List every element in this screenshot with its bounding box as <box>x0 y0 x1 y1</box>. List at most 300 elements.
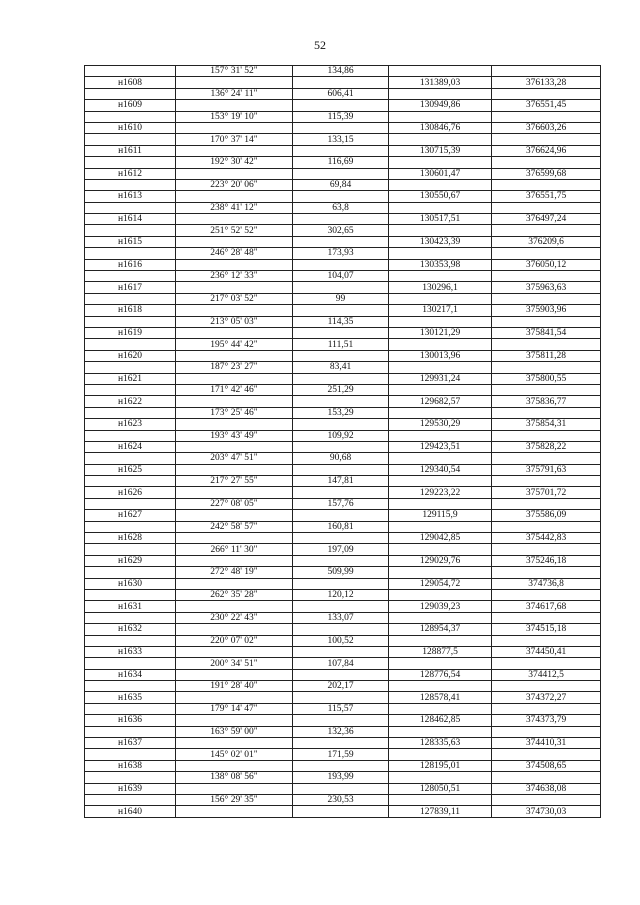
point-number-cell: н1632 <box>85 624 176 635</box>
y-coordinate-cell: 374730,03 <box>492 806 601 817</box>
table-row <box>85 282 601 293</box>
distance-cell <box>293 77 389 88</box>
table-row <box>85 772 601 783</box>
point-number-cell <box>85 225 176 236</box>
x-coordinate-cell: 129423,51 <box>389 441 492 452</box>
y-coordinate-cell: 376133,28 <box>492 77 601 88</box>
table-row <box>85 589 601 600</box>
x-coordinate-cell: 129340,54 <box>389 464 492 475</box>
point-number-cell: н1627 <box>85 510 176 521</box>
point-number-cell: н1619 <box>85 327 176 338</box>
distance-cell <box>293 419 389 430</box>
bearing-cell: 266° 11' 30" <box>176 544 293 555</box>
point-number-cell <box>85 384 176 395</box>
distance-cell: 173,93 <box>293 248 389 259</box>
x-coordinate-cell <box>389 339 492 350</box>
table-row <box>85 646 601 657</box>
distance-cell <box>293 669 389 680</box>
x-coordinate-cell <box>389 749 492 760</box>
coordinates-table <box>84 65 601 818</box>
x-coordinate-cell <box>389 635 492 646</box>
point-number-cell <box>85 749 176 760</box>
x-coordinate-cell <box>389 179 492 190</box>
bearing-cell: 262° 35' 28" <box>176 589 293 600</box>
point-number-cell <box>85 703 176 714</box>
x-coordinate-cell <box>389 111 492 122</box>
x-coordinate-cell <box>389 612 492 623</box>
bearing-cell: 217° 03' 52" <box>176 293 293 304</box>
table-row <box>85 692 601 703</box>
y-coordinate-cell <box>492 589 601 600</box>
y-coordinate-cell: 376050,12 <box>492 259 601 270</box>
table-row <box>85 555 601 566</box>
point-number-cell: н1630 <box>85 578 176 589</box>
y-coordinate-cell: 376551,45 <box>492 100 601 111</box>
distance-cell: 133,15 <box>293 134 389 145</box>
table-row <box>85 658 601 669</box>
bearing-cell: 238° 41' 12" <box>176 202 293 213</box>
distance-cell <box>293 168 389 179</box>
point-number-cell <box>85 362 176 373</box>
table-row <box>85 396 601 407</box>
bearing-cell: 163° 59' 00" <box>176 726 293 737</box>
distance-cell: 116,69 <box>293 157 389 168</box>
x-coordinate-cell: 128195,01 <box>389 760 492 771</box>
x-coordinate-cell <box>389 567 492 578</box>
bearing-cell: 217° 27' 55" <box>176 476 293 487</box>
distance-cell <box>293 601 389 612</box>
table-row <box>85 100 601 111</box>
bearing-cell: 200° 34' 51" <box>176 658 293 669</box>
y-coordinate-cell: 376497,24 <box>492 214 601 225</box>
distance-cell: 132,36 <box>293 726 389 737</box>
bearing-cell <box>176 441 293 452</box>
point-number-cell <box>85 339 176 350</box>
point-number-cell: н1625 <box>85 464 176 475</box>
y-coordinate-cell: 375963,63 <box>492 282 601 293</box>
table-row <box>85 498 601 509</box>
point-number-cell: н1620 <box>85 350 176 361</box>
distance-cell: 107,84 <box>293 658 389 669</box>
bearing-cell <box>176 419 293 430</box>
distance-cell: 109,92 <box>293 430 389 441</box>
bearing-cell <box>176 646 293 657</box>
distance-cell: 133,07 <box>293 612 389 623</box>
point-number-cell <box>85 66 176 77</box>
x-coordinate-cell <box>389 658 492 669</box>
bearing-cell: 193° 43' 49" <box>176 430 293 441</box>
distance-cell: 99 <box>293 293 389 304</box>
bearing-cell <box>176 738 293 749</box>
x-coordinate-cell <box>389 453 492 464</box>
x-coordinate-cell <box>389 407 492 418</box>
point-number-cell: н1615 <box>85 236 176 247</box>
bearing-cell <box>176 100 293 111</box>
x-coordinate-cell <box>389 88 492 99</box>
point-number-cell: н1637 <box>85 738 176 749</box>
point-number-cell: н1631 <box>85 601 176 612</box>
point-number-cell <box>85 88 176 99</box>
point-number-cell: н1638 <box>85 760 176 771</box>
distance-cell: 160,81 <box>293 521 389 532</box>
table-row <box>85 111 601 122</box>
distance-cell: 302,65 <box>293 225 389 236</box>
table-row <box>85 225 601 236</box>
x-coordinate-cell <box>389 248 492 259</box>
bearing-cell <box>176 806 293 817</box>
bearing-cell <box>176 760 293 771</box>
y-coordinate-cell <box>492 248 601 259</box>
bearing-cell <box>176 327 293 338</box>
table-row <box>85 407 601 418</box>
y-coordinate-cell <box>492 476 601 487</box>
x-coordinate-cell <box>389 476 492 487</box>
table-row <box>85 168 601 179</box>
x-coordinate-cell <box>389 430 492 441</box>
x-coordinate-cell: 129029,76 <box>389 555 492 566</box>
point-number-cell: н1633 <box>85 646 176 657</box>
x-coordinate-cell: 130846,76 <box>389 122 492 133</box>
x-coordinate-cell: 130217,1 <box>389 305 492 316</box>
table-row <box>85 77 601 88</box>
x-coordinate-cell: 129223,22 <box>389 487 492 498</box>
point-number-cell: н1640 <box>85 806 176 817</box>
point-number-cell: н1621 <box>85 373 176 384</box>
distance-cell <box>293 259 389 270</box>
x-coordinate-cell: 130601,47 <box>389 168 492 179</box>
y-coordinate-cell: 375800,55 <box>492 373 601 384</box>
table-row <box>85 567 601 578</box>
y-coordinate-cell: 374508,65 <box>492 760 601 771</box>
distance-cell <box>293 282 389 293</box>
table-row <box>85 795 601 806</box>
table-row <box>85 703 601 714</box>
point-number-cell <box>85 795 176 806</box>
point-number-cell <box>85 498 176 509</box>
y-coordinate-cell <box>492 111 601 122</box>
table-row <box>85 533 601 544</box>
x-coordinate-cell <box>389 293 492 304</box>
y-coordinate-cell <box>492 544 601 555</box>
bearing-cell <box>176 715 293 726</box>
distance-cell <box>293 236 389 247</box>
x-coordinate-cell: 130423,39 <box>389 236 492 247</box>
y-coordinate-cell <box>492 681 601 692</box>
bearing-cell: 153° 19' 10" <box>176 111 293 122</box>
coordinates-table-body <box>85 66 601 818</box>
distance-cell: 147,81 <box>293 476 389 487</box>
x-coordinate-cell: 128877,5 <box>389 646 492 657</box>
point-number-cell: н1617 <box>85 282 176 293</box>
distance-cell <box>293 578 389 589</box>
bearing-cell: 242° 58' 57" <box>176 521 293 532</box>
table-row <box>85 783 601 794</box>
bearing-cell <box>176 122 293 133</box>
x-coordinate-cell <box>389 202 492 213</box>
table-row <box>85 214 601 225</box>
point-number-cell: н1635 <box>85 692 176 703</box>
point-number-cell <box>85 202 176 213</box>
bearing-cell: 156° 29' 35" <box>176 795 293 806</box>
point-number-cell: н1609 <box>85 100 176 111</box>
y-coordinate-cell: 374736,8 <box>492 578 601 589</box>
distance-cell: 104,07 <box>293 271 389 282</box>
y-coordinate-cell <box>492 66 601 77</box>
table-row <box>85 464 601 475</box>
table-row <box>85 578 601 589</box>
distance-cell <box>293 692 389 703</box>
page-number: 52 <box>314 38 326 52</box>
distance-cell <box>293 145 389 156</box>
x-coordinate-cell: 128462,85 <box>389 715 492 726</box>
y-coordinate-cell: 376551,75 <box>492 191 601 202</box>
bearing-cell: 187° 23' 27" <box>176 362 293 373</box>
bearing-cell <box>176 396 293 407</box>
bearing-cell <box>176 464 293 475</box>
y-coordinate-cell <box>492 202 601 213</box>
y-coordinate-cell: 375791,63 <box>492 464 601 475</box>
bearing-cell <box>176 578 293 589</box>
point-number-cell <box>85 179 176 190</box>
x-coordinate-cell <box>389 795 492 806</box>
table-row <box>85 350 601 361</box>
bearing-cell: 251° 52' 52" <box>176 225 293 236</box>
distance-cell: 606,41 <box>293 88 389 99</box>
table-row <box>85 521 601 532</box>
point-number-cell <box>85 111 176 122</box>
bearing-cell <box>176 168 293 179</box>
bearing-cell: 220° 07' 02" <box>176 635 293 646</box>
table-row <box>85 487 601 498</box>
x-coordinate-cell: 129530,29 <box>389 419 492 430</box>
table-row <box>85 88 601 99</box>
y-coordinate-cell: 374515,18 <box>492 624 601 635</box>
table-row <box>85 726 601 737</box>
bearing-cell <box>176 783 293 794</box>
y-coordinate-cell <box>492 658 601 669</box>
bearing-cell: 272° 48' 19" <box>176 567 293 578</box>
table-row <box>85 191 601 202</box>
table-row <box>85 305 601 316</box>
bearing-cell: 179° 14' 47" <box>176 703 293 714</box>
table-row <box>85 806 601 817</box>
point-number-cell <box>85 316 176 327</box>
table-row <box>85 760 601 771</box>
distance-cell: 230,53 <box>293 795 389 806</box>
y-coordinate-cell <box>492 795 601 806</box>
x-coordinate-cell: 130949,86 <box>389 100 492 111</box>
point-number-cell: н1616 <box>85 259 176 270</box>
y-coordinate-cell <box>492 749 601 760</box>
distance-cell: 153,29 <box>293 407 389 418</box>
table-row <box>85 122 601 133</box>
bearing-cell: 136° 24' 11" <box>176 88 293 99</box>
point-number-cell <box>85 658 176 669</box>
x-coordinate-cell: 129042,85 <box>389 533 492 544</box>
point-number-cell <box>85 453 176 464</box>
table-row <box>85 134 601 145</box>
bearing-cell <box>176 533 293 544</box>
point-number-cell: н1629 <box>85 555 176 566</box>
y-coordinate-cell: 374638,08 <box>492 783 601 794</box>
y-coordinate-cell <box>492 772 601 783</box>
y-coordinate-cell: 374617,68 <box>492 601 601 612</box>
bearing-cell <box>176 350 293 361</box>
x-coordinate-cell <box>389 726 492 737</box>
bearing-cell: 223° 20' 06" <box>176 179 293 190</box>
bearing-cell: 191° 28' 40" <box>176 681 293 692</box>
table-row <box>85 248 601 259</box>
distance-cell: 202,17 <box>293 681 389 692</box>
point-number-cell: н1624 <box>85 441 176 452</box>
distance-cell <box>293 783 389 794</box>
distance-cell <box>293 350 389 361</box>
x-coordinate-cell: 128050,51 <box>389 783 492 794</box>
point-number-cell <box>85 589 176 600</box>
bearing-cell <box>176 214 293 225</box>
point-number-cell <box>85 271 176 282</box>
x-coordinate-cell <box>389 157 492 168</box>
table-row <box>85 271 601 282</box>
bearing-cell: 171° 42' 46" <box>176 384 293 395</box>
y-coordinate-cell: 375811,28 <box>492 350 601 361</box>
distance-cell <box>293 464 389 475</box>
table-row <box>85 316 601 327</box>
y-coordinate-cell <box>492 726 601 737</box>
y-coordinate-cell <box>492 271 601 282</box>
x-coordinate-cell: 130121,29 <box>389 327 492 338</box>
y-coordinate-cell <box>492 339 601 350</box>
table-row <box>85 66 601 77</box>
x-coordinate-cell: 130715,39 <box>389 145 492 156</box>
table-row <box>85 510 601 521</box>
table-row <box>85 544 601 555</box>
table-row <box>85 327 601 338</box>
distance-cell <box>293 214 389 225</box>
y-coordinate-cell <box>492 157 601 168</box>
bearing-cell <box>176 77 293 88</box>
y-coordinate-cell <box>492 362 601 373</box>
x-coordinate-cell <box>389 521 492 532</box>
table-row <box>85 476 601 487</box>
table-row <box>85 601 601 612</box>
distance-cell <box>293 533 389 544</box>
distance-cell <box>293 806 389 817</box>
point-number-cell: н1612 <box>85 168 176 179</box>
point-number-cell: н1618 <box>85 305 176 316</box>
table-row <box>85 669 601 680</box>
distance-cell: 90,68 <box>293 453 389 464</box>
bearing-cell: 236° 12' 33" <box>176 271 293 282</box>
y-coordinate-cell: 376599,68 <box>492 168 601 179</box>
x-coordinate-cell <box>389 134 492 145</box>
table-row <box>85 384 601 395</box>
bearing-cell: 145° 02' 01" <box>176 749 293 760</box>
y-coordinate-cell: 376624,96 <box>492 145 601 156</box>
distance-cell: 197,09 <box>293 544 389 555</box>
point-number-cell: н1610 <box>85 122 176 133</box>
table-row <box>85 453 601 464</box>
bearing-cell: 157° 31' 52" <box>176 66 293 77</box>
distance-cell <box>293 396 389 407</box>
table-row <box>85 430 601 441</box>
table-row <box>85 738 601 749</box>
distance-cell <box>293 646 389 657</box>
bearing-cell <box>176 624 293 635</box>
distance-cell: 120,12 <box>293 589 389 600</box>
table-row <box>85 624 601 635</box>
x-coordinate-cell <box>389 498 492 509</box>
distance-cell <box>293 122 389 133</box>
bearing-cell <box>176 145 293 156</box>
y-coordinate-cell: 375246,18 <box>492 555 601 566</box>
distance-cell <box>293 738 389 749</box>
table-row <box>85 362 601 373</box>
distance-cell: 69,84 <box>293 179 389 190</box>
x-coordinate-cell: 127839,11 <box>389 806 492 817</box>
y-coordinate-cell <box>492 316 601 327</box>
y-coordinate-cell <box>492 225 601 236</box>
distance-cell <box>293 373 389 384</box>
distance-cell: 111,51 <box>293 339 389 350</box>
distance-cell <box>293 760 389 771</box>
table-row <box>85 715 601 726</box>
x-coordinate-cell <box>389 362 492 373</box>
x-coordinate-cell: 128335,63 <box>389 738 492 749</box>
table-row <box>85 339 601 350</box>
bearing-cell: 230° 22' 43" <box>176 612 293 623</box>
distance-cell: 157,76 <box>293 498 389 509</box>
bearing-cell <box>176 692 293 703</box>
y-coordinate-cell <box>492 453 601 464</box>
x-coordinate-cell: 129931,24 <box>389 373 492 384</box>
bearing-cell <box>176 555 293 566</box>
x-coordinate-cell <box>389 66 492 77</box>
point-number-cell <box>85 567 176 578</box>
distance-cell <box>293 487 389 498</box>
point-number-cell: н1608 <box>85 77 176 88</box>
y-coordinate-cell: 374410,31 <box>492 738 601 749</box>
point-number-cell: н1614 <box>85 214 176 225</box>
bearing-cell: 173° 25' 46" <box>176 407 293 418</box>
y-coordinate-cell <box>492 384 601 395</box>
x-coordinate-cell: 130517,51 <box>389 214 492 225</box>
table-row <box>85 612 601 623</box>
distance-cell <box>293 327 389 338</box>
distance-cell: 115,57 <box>293 703 389 714</box>
x-coordinate-cell: 130550,67 <box>389 191 492 202</box>
point-number-cell <box>85 521 176 532</box>
distance-cell <box>293 555 389 566</box>
x-coordinate-cell: 129115,9 <box>389 510 492 521</box>
x-coordinate-cell <box>389 271 492 282</box>
x-coordinate-cell <box>389 681 492 692</box>
table-row <box>85 259 601 270</box>
distance-cell: 114,35 <box>293 316 389 327</box>
y-coordinate-cell <box>492 88 601 99</box>
y-coordinate-cell <box>492 635 601 646</box>
y-coordinate-cell: 374373,79 <box>492 715 601 726</box>
point-number-cell <box>85 134 176 145</box>
point-number-cell <box>85 293 176 304</box>
bearing-cell: 195° 44' 42" <box>176 339 293 350</box>
point-number-cell: н1639 <box>85 783 176 794</box>
bearing-cell: 192° 30' 42" <box>176 157 293 168</box>
distance-cell: 115,39 <box>293 111 389 122</box>
point-number-cell <box>85 248 176 259</box>
y-coordinate-cell: 375836,77 <box>492 396 601 407</box>
y-coordinate-cell: 375854,31 <box>492 419 601 430</box>
